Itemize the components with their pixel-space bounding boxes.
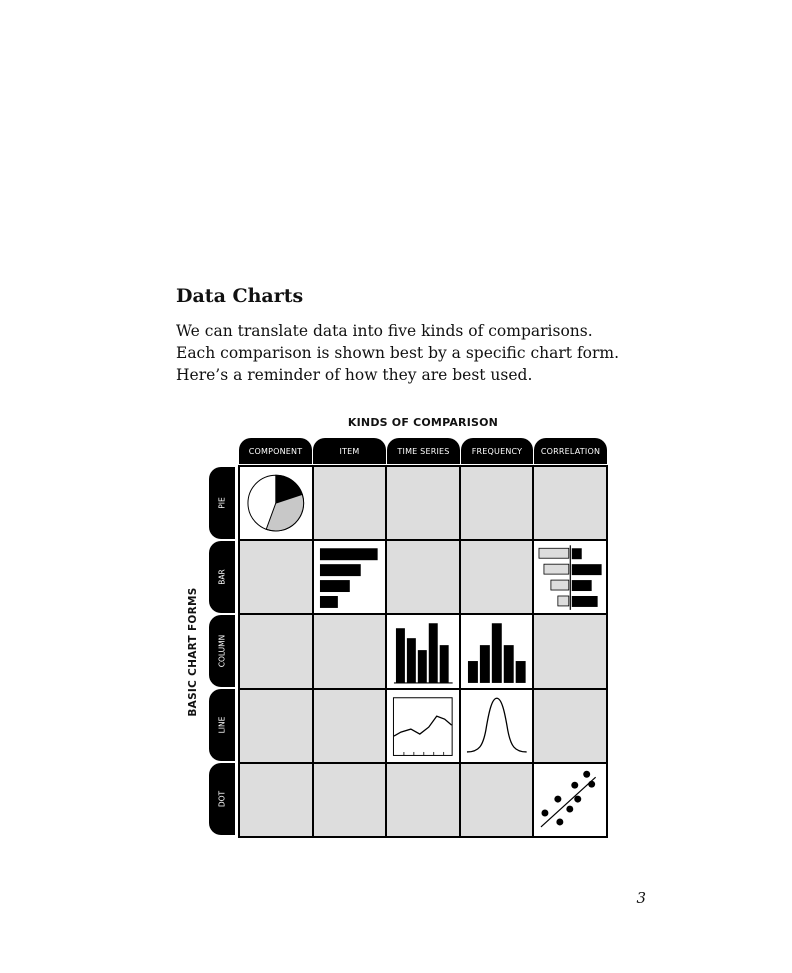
- scatter-plot-icon: [534, 764, 606, 836]
- row-axis-label: BASIC CHART FORMS: [187, 587, 199, 717]
- cell-column-component: [240, 615, 312, 687]
- intro-paragraph: [176, 320, 646, 386]
- row-header-label: LINE: [217, 716, 227, 734]
- chart-form-matrix: [238, 465, 608, 838]
- cell-column-item: [314, 615, 386, 687]
- intro-line: Here’s a reminder of how they are best used.: [176, 366, 533, 384]
- cell-pie-item: [314, 467, 386, 539]
- row-header-pie: [209, 467, 235, 539]
- row-header-label: COLUMN: [217, 634, 227, 668]
- histogram-icon: [461, 615, 533, 687]
- page-heading: Data Charts: [176, 285, 304, 307]
- intro-line: We can translate data into five kinds of comparisons.: [176, 322, 593, 340]
- deviation-bar-chart-icon: [534, 541, 606, 613]
- cell-dot-item: [314, 764, 386, 836]
- cell-pie-frequency: [461, 467, 533, 539]
- cell-bar-item: [314, 541, 386, 613]
- cell-line-correlation: [534, 690, 606, 762]
- cell-bar-frequency: [461, 541, 533, 613]
- cell-pie-correlation: [534, 467, 606, 539]
- line-chart-icon: [387, 690, 459, 762]
- row-header-bar: [209, 541, 235, 613]
- column-header-correlation: CORRELATION: [534, 438, 607, 464]
- cell-dot-correlation: [534, 764, 606, 836]
- row-header-line: [209, 689, 235, 761]
- cell-pie-component: [240, 467, 312, 539]
- cell-column-time-series: [387, 615, 459, 687]
- bell-curve-icon: [461, 690, 533, 762]
- column-chart-icon: [387, 615, 459, 687]
- row-header-column: [209, 615, 235, 687]
- column-header-item: ITEM: [313, 438, 386, 464]
- row-header-label: PIE: [217, 497, 227, 509]
- cell-dot-component: [240, 764, 312, 836]
- cell-bar-time-series: [387, 541, 459, 613]
- intro-line: Each comparison is shown best by a specific chart form.: [176, 344, 620, 362]
- pie-chart-icon: [240, 467, 312, 539]
- cell-bar-correlation: [534, 541, 606, 613]
- cell-bar-component: [240, 541, 312, 613]
- cell-line-time-series: [387, 690, 459, 762]
- cell-pie-time-series: [387, 467, 459, 539]
- row-header-label: BAR: [217, 569, 227, 585]
- column-header-frequency: FREQUENCY: [461, 438, 533, 464]
- row-header-label: DOT: [217, 790, 227, 808]
- cell-column-frequency: [461, 615, 533, 687]
- column-header-component: COMPONENT: [239, 438, 312, 464]
- cell-line-item: [314, 690, 386, 762]
- matrix-title: KINDS OF COMPARISON: [347, 416, 499, 429]
- cell-column-correlation: [534, 615, 606, 687]
- bar-chart-icon: [314, 541, 386, 613]
- row-header-dot: [209, 763, 235, 835]
- cell-line-frequency: [461, 690, 533, 762]
- cell-line-component: [240, 690, 312, 762]
- cell-dot-frequency: [461, 764, 533, 836]
- page-number: 3: [636, 889, 646, 907]
- column-header-time-series: TIME SERIES: [387, 438, 460, 464]
- cell-dot-time-series: [387, 764, 459, 836]
